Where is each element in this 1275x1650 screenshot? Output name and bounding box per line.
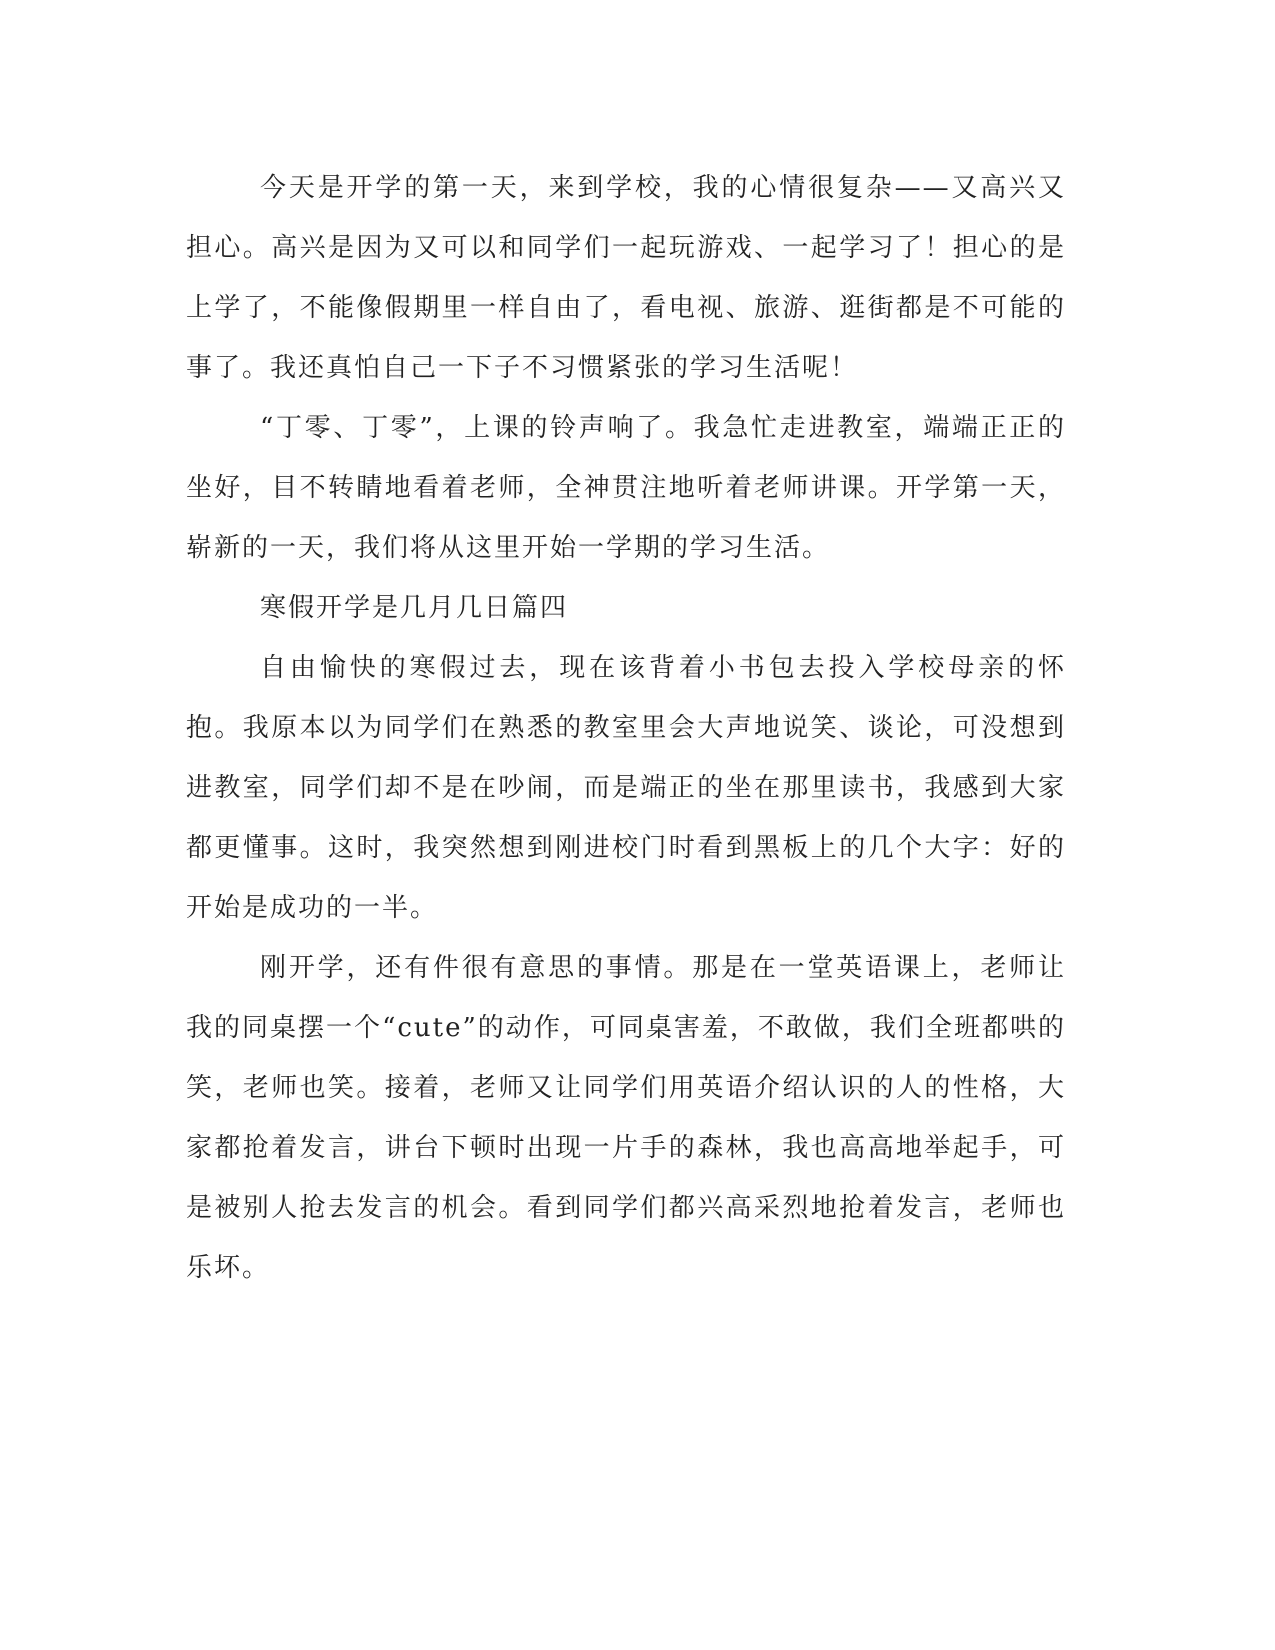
paragraph-english-class: 刚开学，还有件很有意思的事情。那是在一堂英语课上，老师让我的同桌摆一个“cute”的动作，可同桌害羞，不敢做，我们全班都哄的笑，老师也笑。接着，老师又让同学们用英语介绍认识的人的性格，大家都抢着发言，讲台下顿时出现一片手的森林，我也高高地举起手，可是被别人抢去发言的机会。看到同学们都兴高采烈地抢着发言，老师也乐坏。 [186,953,1066,1283]
paragraph-first-day: 今天是开学的第一天，来到学校，我的心情很复杂——又高兴又担心。高兴是因为又可以和同学们一起玩游戏、一起学习了！担心的是上学了，不能像假期里一样自由了，看电视、旅游、逛街都是不可能的事了。我还真怕自己一下子不习惯紧张的学习生活呢！ [186,173,1066,383]
paragraph-class-bell: “丁零、丁零”，上课的铃声响了。我急忙走进教室，端端正正的坐好，目不转睛地看着老师，全神贯注地听着老师讲课。开学第一天，崭新的一天，我们将从这里开始一学期的学习生活。 [186,413,1066,563]
section-heading: 寒假开学是几月几日篇四 [260,593,569,623]
paragraph-winter-break: 自由愉快的寒假过去，现在该背着小书包去投入学校母亲的怀抱。我原本以为同学们在熟悉的教室里会大声地说笑、谈论，可没想到进教室，同学们却不是在吵闹，而是端正的坐在那里读书，我感到大家都更懂事。这时，我突然想到刚进校门时看到黑板上的几个大字：好的开始是成功的一半。 [186,653,1066,923]
document-body [186,158,1066,1298]
